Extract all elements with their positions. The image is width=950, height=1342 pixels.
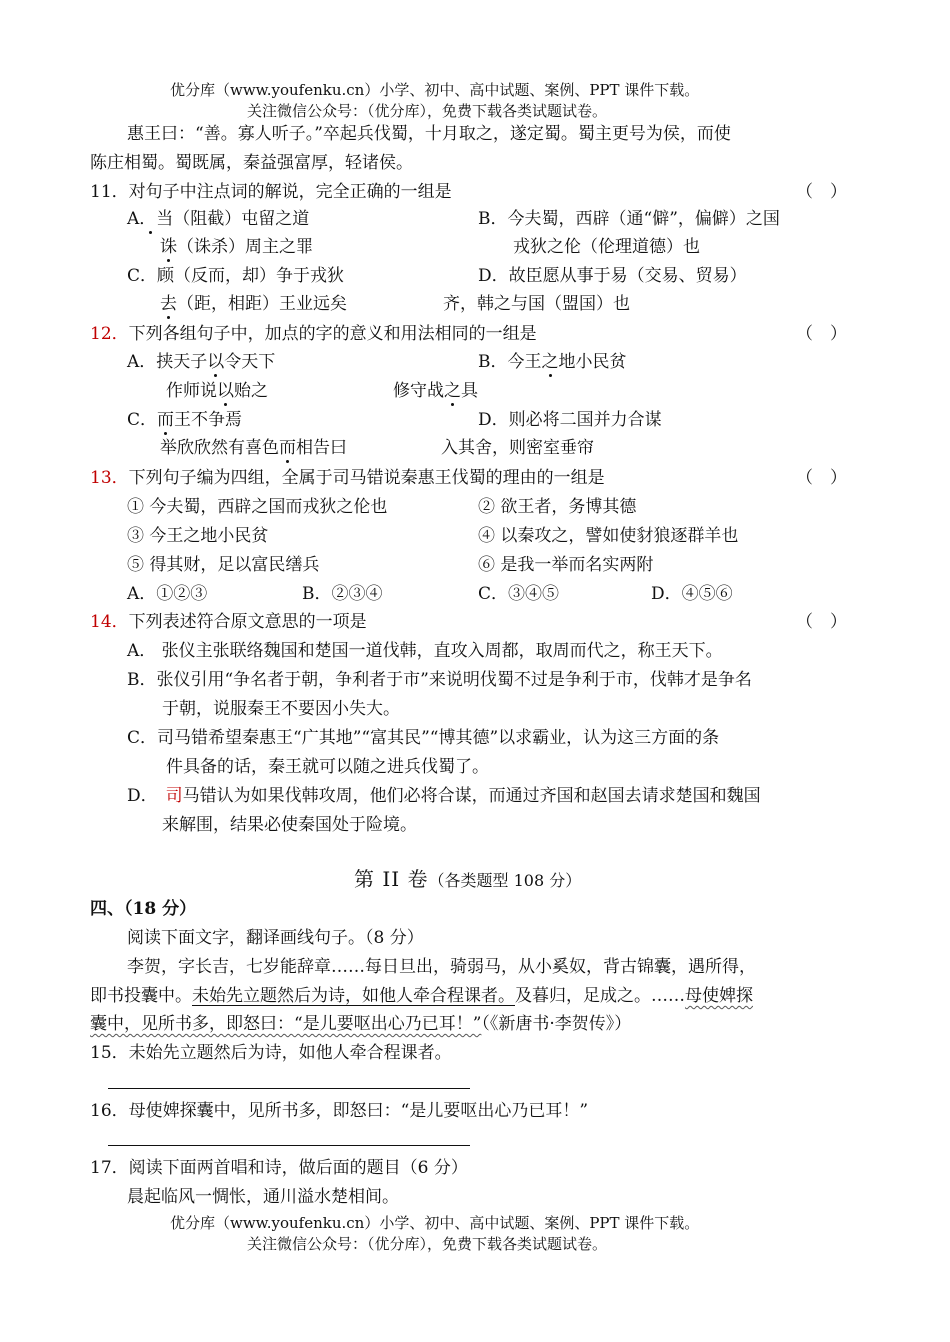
q12-a2-tail: 贻之: [234, 381, 268, 401]
q16-text: 母使婢探囊中，见所书多，即怒曰：“是儿要呕出心乃已耳！”: [128, 1101, 589, 1121]
q11-a1-rest: （阻截）屯留之道: [173, 209, 310, 229]
q14-d-rest: 马错认为如果伐韩攻周，他们必将合谋，而通过齐国和赵国去请求楚国和魏国: [182, 786, 761, 806]
q12-option-d-line-2: 入其舍，则密室垂帘: [441, 438, 594, 458]
q11-b1-head: B．今夫蜀，西辟: [478, 209, 610, 229]
q17-poem-line: 晨起临风一惆怅，通川溢水楚相间。: [127, 1187, 399, 1207]
footer-line-2: 关注微信公众号：（优分库），免费下载各类试题试卷。: [247, 1235, 608, 1253]
q11-number: 11．: [90, 182, 129, 202]
q11-stem: [90, 181, 452, 203]
section-2-title-sub: （各类题型 108 分）: [428, 871, 582, 890]
q12-a2-head: 作师说: [166, 381, 217, 401]
q12-b1-tail: 地小民贫: [558, 352, 627, 372]
q17: [90, 1157, 468, 1179]
q11-option-d-line-1: [478, 265, 747, 287]
q13-number: 13．: [90, 468, 129, 488]
q11-d1-rest: （交易、贸易）: [627, 266, 747, 286]
passage-line-1: 惠王曰：“善。寡人听子。”卒起兵伐蜀，十月取之，遂定蜀。蜀主更号为侯，而使: [127, 124, 731, 144]
q16: [90, 1100, 588, 1122]
part-4-instruction: 阅读下面文字，翻译画线句子。（8 分）: [127, 928, 424, 948]
q13-option-c: C．③④⑤: [478, 584, 560, 604]
dotted-char: 而: [157, 410, 175, 430]
q11-d2-head: 齐，韩之与国: [443, 294, 545, 314]
q12-option-a-line-2: [166, 380, 268, 402]
part-4-text-line-3: [90, 1013, 631, 1035]
q14-option-d-line-2: 来解围，结果必使秦国处于险境。: [162, 815, 417, 835]
header-line-1: 优分库（www.youfenku.cn）小学、初中、高中试题、案例、PPT 课件下载。: [170, 81, 700, 99]
q14-answer-paren: （ ）: [796, 612, 847, 632]
q13-stem-text: 下列句子编为四组，全属于司马错说秦惠王伐蜀的理由的一组是: [128, 468, 605, 488]
q14-d-red-char: 司: [165, 786, 183, 806]
q12-number: 12．: [90, 324, 129, 344]
q12-option-b-line-2: [393, 380, 478, 402]
q11-option-a-line-1: [127, 208, 309, 230]
q14-option-b-line-2: 于朝，说服秦王不要因小失大。: [162, 699, 400, 719]
footer-line-1: 优分库（www.youfenku.cn）小学、初中、高中试题、案例、PPT 课件下载。: [170, 1214, 700, 1232]
passage-line-2: 陈庄相蜀。蜀既属，秦益强富厚，轻诸侯。: [90, 153, 413, 173]
q11-stem-text: 对句子中注点词的解说，完全正确的一组是: [128, 182, 452, 202]
source-citation: （《新唐书·李贺传》）: [481, 1014, 632, 1034]
q16-answer-line[interactable]: [108, 1145, 470, 1146]
q13-option-a: A．①②③: [127, 584, 208, 604]
q14-option-b-line-1: B．张仪引用“争名者于朝，争利者于市”来说明伐蜀不过是争利于市，伐韩才是争名: [127, 670, 752, 690]
q14-stem-text: 下列表述符合原文意思的一项是: [128, 612, 367, 632]
q12-c2-head: 举欣欣然有喜色: [160, 438, 279, 458]
dotted-char: 以: [217, 381, 234, 401]
q12-option-b-line-1: [478, 351, 627, 373]
q14-option-c-line-2: 件具备的话，秦王就可以随之进兵伐蜀了。: [166, 757, 489, 777]
q11-c1-head: C．顾: [127, 266, 175, 286]
q12-c1-tail: 王不争焉: [174, 410, 243, 430]
q17-text: 阅读下面两首唱和诗，做后面的题目（6 分）: [128, 1158, 468, 1178]
dotted-char: A．当: [127, 209, 174, 229]
text-plain: 及暮归，足成之。……: [515, 986, 685, 1006]
q12-c1-head: C．: [127, 410, 158, 430]
q15: [90, 1042, 452, 1064]
part-4-heading: 四、（18 分）: [90, 899, 197, 919]
q13-stem: [90, 467, 605, 489]
q13-item-3: ③ 今王之地小民贫: [127, 526, 269, 546]
q13-item-2: ② 欲王者，务博其德: [478, 497, 637, 517]
q11-option-b-line-1: [478, 208, 780, 230]
q12-b2-head: 修守战: [393, 381, 444, 401]
q13-item-4: ④ 以秦攻之，譬如使豺狼逐群羊也: [478, 526, 739, 546]
q16-number: 16．: [90, 1101, 129, 1121]
dotted-char: 之: [444, 381, 461, 401]
q14-option-d-line-1: [127, 785, 761, 807]
q12-stem: [90, 323, 537, 345]
q11-option-d-line-2: [443, 293, 630, 315]
q13-option-d: D．④⑤⑥: [651, 584, 733, 604]
wavy-underlined-sentence-2-start: 母使婢探: [685, 986, 753, 1006]
dotted-char: 诛: [160, 237, 177, 257]
q14-number: 14．: [90, 612, 129, 632]
q13-item-1: ① 今夫蜀，西辟之国而戎狄之伦也: [127, 497, 388, 517]
section-2-title: [354, 868, 581, 892]
part-4-text-line-1: 李贺，字长吉，七岁能辞章……每日旦出，骑弱马，从小奚奴，背古锦囊，遇所得，: [127, 957, 756, 977]
q11-option-c-line-1: [127, 265, 344, 287]
q15-number: 15．: [90, 1043, 129, 1063]
q11-c2-rest: （距，相距）王业远矣: [177, 294, 347, 314]
q12-b2-tail: 具: [461, 381, 478, 401]
q12-a1-tail: 令天下: [224, 352, 276, 372]
dotted-char: 去: [160, 294, 177, 314]
q12-stem-text: 下列各组句子中，加点的字的意义和用法相同的一组是: [128, 324, 537, 344]
q14-d-label: D．: [127, 786, 158, 806]
q13-item-5: ⑤ 得其财，足以富民缮兵: [127, 555, 320, 575]
part-4-text-line-2: [90, 985, 753, 1007]
q12-b1-head: B．今王: [478, 352, 542, 372]
dotted-char: 之: [541, 352, 559, 372]
q15-answer-line[interactable]: [108, 1088, 470, 1089]
q11-d1-head: D．故臣愿从事于易: [478, 266, 628, 286]
header-line-2: 关注微信公众号：（优分库），免费下载各类试题试卷。: [247, 102, 608, 120]
q15-text: 未始先立题然后为诗，如他人牵合程课者。: [128, 1043, 452, 1063]
q11-option-b-line-2: [513, 236, 700, 258]
dotted-char: 而: [279, 438, 296, 458]
q11-option-a-line-2: [160, 236, 313, 258]
q12-option-d-line-1: D．则必将二国并力合谋: [478, 410, 662, 430]
q11-d2-rest: （盟国）也: [545, 294, 630, 314]
text-plain: 即书投囊中。: [90, 986, 192, 1006]
q12-option-c-line-1: [127, 409, 242, 431]
q11-b2-rest: （伦理道德）也: [581, 237, 700, 257]
q11-option-c-line-2: [160, 293, 347, 315]
q12-a1-head: A．挟天子: [127, 352, 208, 372]
q12-answer-paren: （ ）: [796, 324, 847, 344]
dotted-char: 以: [207, 352, 225, 372]
section-2-title-main: 第 II 卷: [354, 867, 429, 891]
q11-b2-head: 戎狄之伦: [513, 237, 581, 257]
q12-c2-tail: 相告曰: [296, 438, 347, 458]
q14-option-c-line-1: C．司马错希望秦惠王“广其地”“富其民”“博其德”以求霸业，认为这三方面的条: [127, 728, 720, 748]
q13-answer-paren: （ ）: [796, 468, 847, 488]
wavy-underlined-sentence-2-end: 囊中，见所书多，即怒曰：“是儿要呕出心乃已耳！”: [90, 1014, 482, 1034]
q12-option-c-line-2: [160, 437, 347, 459]
q11-answer-paren: （ ）: [796, 182, 847, 202]
q12-option-a-line-1: [127, 351, 275, 373]
q17-number: 17．: [90, 1158, 129, 1178]
q14-option-a: A． 张仪主张联络魏国和楚国一道伐韩，直攻入周都，取周而代之，称王天下。: [127, 641, 723, 661]
q11-b1-rest: （通“僻”，偏僻）之国: [609, 209, 780, 229]
q14-stem: [90, 611, 367, 633]
q11-c1-rest: （反而，却）争于戎狄: [174, 266, 345, 286]
q11-a2-rest: （诛杀）周主之罪: [177, 237, 313, 257]
q13-option-b: B．②③④: [302, 584, 383, 604]
q13-item-6: ⑥ 是我一举而名实两附: [478, 555, 654, 575]
underlined-sentence-1: 未始先立题然后为诗，如他人牵合程课者。: [192, 986, 515, 1006]
